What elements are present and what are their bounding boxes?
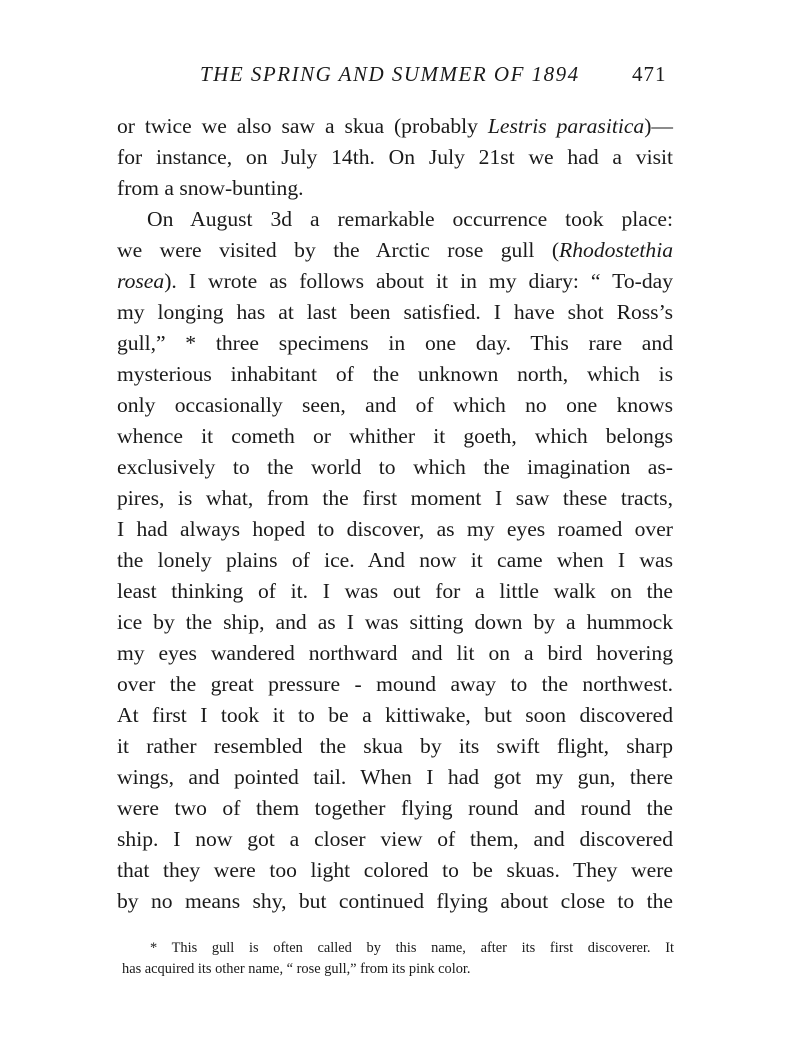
- footnote-line: * This gull is often called by this name, after its first discoverer. It: [150, 940, 674, 956]
- text-line: over the great pressure - mound away to the northwest.: [117, 672, 673, 696]
- running-title: THE SPRING AND SUMMER OF 1894: [200, 62, 580, 86]
- text-line: were two of them together flying round and round the: [117, 796, 673, 820]
- text-line: rosea). I wrote as follows about it in my diary: “ To-day: [117, 269, 673, 293]
- paragraph-first-line: On August 3d a remarkable occurrence took place:: [147, 207, 673, 231]
- text-line: the lonely plains of ice. And now it came when I was: [117, 548, 673, 572]
- text-line: At first I took it to be a kittiwake, but soon discovered: [117, 703, 673, 727]
- text-line: from a snow-bunting.: [117, 176, 304, 200]
- text-line: only occasionally seen, and of which no one knows: [117, 393, 673, 417]
- text-line: pires, is what, from the first moment I saw these tracts,: [117, 486, 673, 510]
- footnote: [122, 938, 674, 980]
- text-line: least thinking of it. I was out for a little walk on the: [117, 579, 673, 603]
- text-line: for instance, on July 14th. On July 21st we had a visit: [117, 145, 673, 169]
- text-line: exclusively to the world to which the imagination as-: [117, 455, 673, 479]
- text-line: that they were too light colored to be skuas. They were: [117, 858, 673, 882]
- text-line: wings, and pointed tail. When I had got my gun, there: [117, 765, 673, 789]
- text-line: I had always hoped to discover, as my eyes roamed over: [117, 517, 673, 541]
- text-line: we were visited by the Arctic rose gull (Rhodostethia: [117, 238, 673, 262]
- text-line: or twice we also saw a skua (probably Lestris parasitica)—: [117, 114, 674, 138]
- footnote-line: has acquired its other name, “ rose gull,” from its pink color.: [122, 961, 471, 977]
- text-line: ice by the ship, and as I was sitting down by a hummock: [117, 610, 673, 634]
- text-line: it rather resembled the skua by its swift flight, sharp: [117, 734, 673, 758]
- text-line: by no means shy, but continued flying about close to the: [117, 889, 673, 913]
- text-line: my eyes wandered northward and lit on a bird hovering: [117, 641, 673, 665]
- page-number: 471: [632, 62, 667, 86]
- text-line: ship. I now got a closer view of them, and discovered: [117, 827, 673, 851]
- body-text: [117, 111, 673, 917]
- text-line: gull,” * three specimens in one day. This rare and: [117, 331, 673, 355]
- text-line: my longing has at last been satisfied. I have shot Ross’s: [117, 300, 673, 324]
- text-line: mysterious inhabitant of the unknown north, which is: [117, 362, 673, 386]
- text-line: whence it cometh or whither it goeth, which belongs: [117, 424, 673, 448]
